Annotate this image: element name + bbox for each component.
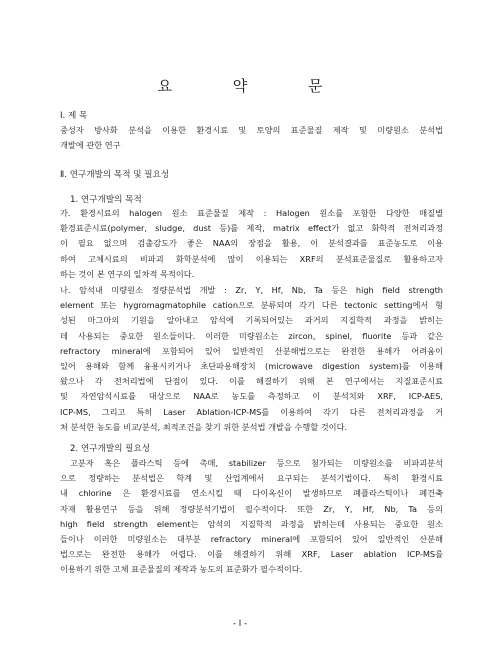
text-line: ICP-MS, 그리고 특히 Laser Ablation-ICP-MS를 이용하여 각기 다른 전처리과정을 거 — [60, 406, 443, 417]
section-1-body — [60, 123, 443, 153]
text-line: 있어 용해와 함께 융용시키거나 초단파용해장치 (microwave digestion system)를 이용해 — [60, 361, 443, 372]
text-line: 고분자 혹은 플라스틱 등에 촉매, stabilizer 등으로 첨가되는 미량원소를 비파괴분석 — [70, 458, 443, 468]
text-line: 으로 정량하는 분석법은 학계 및 산업계에서 요구되는 분석기법이다. 특히 환경시료 — [60, 473, 443, 484]
text-line: 내 chlorine 은 환경시료를 연소시킬 때 다이옥신이 발생하므로 폐플라스틱이나 폐건축 — [60, 488, 443, 499]
text-line: 환경표준시료(polymer, sludge, dust 등)를 제작, matrix effect가 없고 화학적 전처리과정 — [60, 223, 443, 234]
text-line: element 또는 hygromagmatophile cation으로 분류되며 각기 다른 tectonic setting에서 형 — [60, 300, 443, 311]
text-line: 자재 활용연구 등을 위해 정량분석기법이 필수적이다. 또한 Zr, Y, Hf, Nb, Ta 등의 — [60, 503, 443, 514]
text-line: 왔으나 각 전처리법에 단점이 있다. 이를 해결하기 위해 본 연구에서는 지질표준시료 — [60, 376, 443, 387]
text-line: 및 자연암석시료를 대상으로 NAA로 농도를 측정하고 이 분석치와 XRF, ICP-AES, — [60, 391, 443, 402]
text-line: 하여 고체시료의 비파괴 화학분석에 많이 이용되는 XRF의 분석표준물질로 활용하고자 — [60, 253, 443, 264]
page-number: - I - — [232, 619, 248, 629]
text-line: 쳐 분석한 농도를 비교/분석, 최적조건을 찾기 위한 분석법 개발을 수행할 것이다. — [60, 421, 348, 432]
text-line: 개발에 관한 연구 — [60, 140, 121, 151]
purpose-paragraph-a — [60, 206, 443, 282]
text-line: 하는 것이 본 연구의 일차적 목적이다. — [60, 268, 195, 279]
text-line: 법으로는 완전한 용해가 어렵다. 이를 해결하기 위해 XRF, Laser ablation ICP-MS를 — [60, 549, 443, 560]
text-line: 가. 환경시료의 halogen 원소 표준물질 제작 : Halogen 원소를 포함한 다양한 매질별 — [60, 208, 443, 218]
text-line: 성된 마그마의 기원을 알아내고 암석에 기록되어있는 과거의 지질학적 과정을 밝히는 — [60, 315, 443, 326]
text-line: 나. 암석내 미량원소 정량분석법 개발 : Zr, Y, Hf, Nb, Ta 등은 high field strength — [60, 285, 443, 295]
text-line: 이용하기 위한 고체 표준물질의 제작과 농도의 표준화가 필수적이다. — [60, 564, 303, 575]
purpose-paragraph-b — [60, 283, 443, 435]
text-line: 중성자 방사화 분석을 이용한 환경시료 및 토양의 표준물질 제작 및 미량원소 분석법 — [60, 125, 443, 135]
subsection-purpose-heading: 1. 연구개발의 목적 — [70, 195, 142, 205]
text-line: 이 필요 없으며 검출감도가 좋은 NAA의 장점을 활용, 이 분석결과를 표준농도로 이용 — [60, 238, 443, 249]
necessity-paragraph — [60, 456, 443, 578]
subsection-necessity-heading: 2. 연구개발의 필요성 — [70, 444, 151, 454]
text-line: 들이나 이러한 미량원소는 대부분 refractory mineral에 포함되어 있어 일반적인 산분해 — [60, 534, 443, 545]
page-title: 요 약 문 — [157, 77, 351, 95]
text-line: high field strength element는 암석의 지질학적 과정을 밝히는데 사용되는 중요한 원소 — [60, 518, 443, 529]
text-line: 데 사용되는 중요한 원소들이다. 이러한 미량원소는 zircon, spinel, fluorite 등과 같은 — [60, 330, 443, 341]
section-2-heading: Ⅱ. 연구개발의 목적 및 필요성 — [60, 170, 170, 180]
text-line: refractory mineral에 포함되어 있어 일반적인 산분해법으로는 완전한 용해가 어려움이 — [60, 345, 443, 356]
section-1-heading: Ⅰ. 제 목 — [60, 111, 88, 121]
